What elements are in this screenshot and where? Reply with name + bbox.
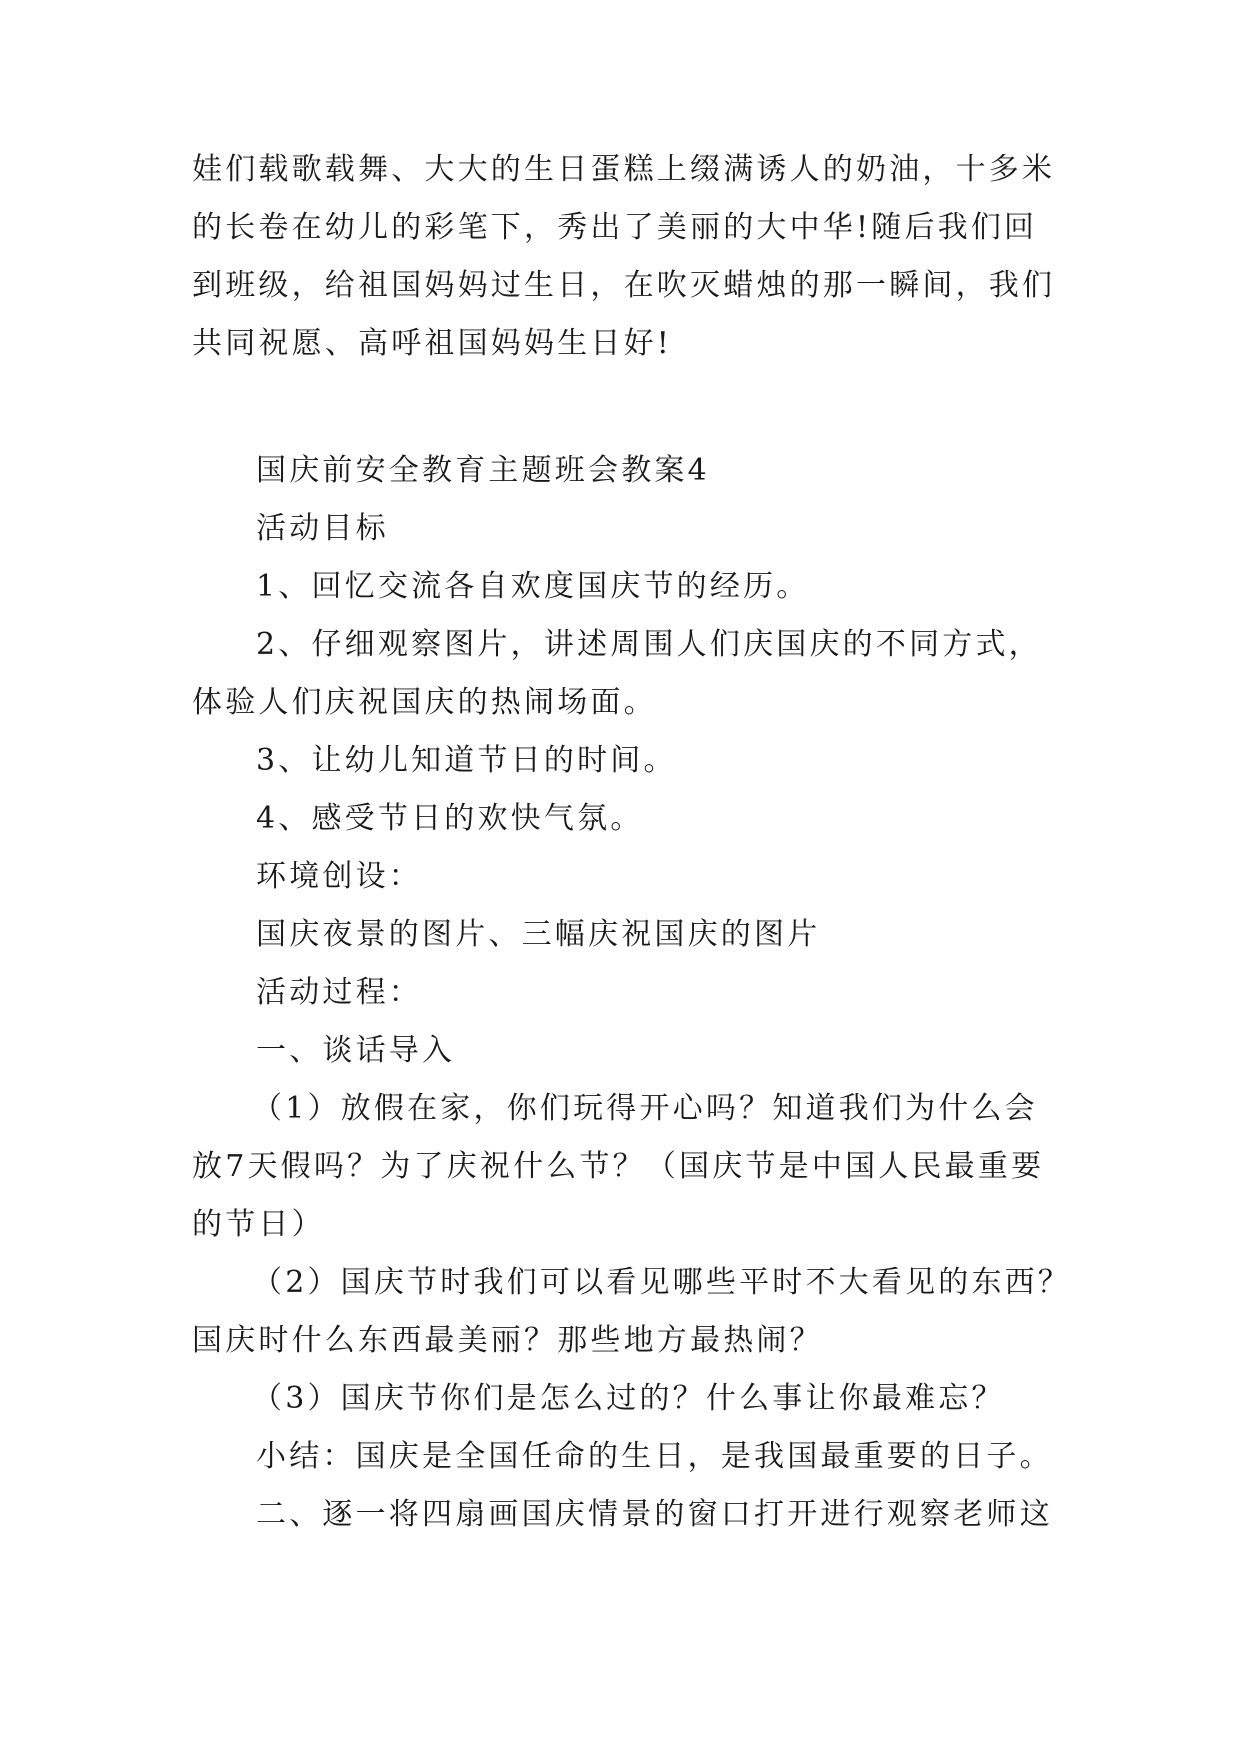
paragraph-line: 国庆时什么东西最美丽？那些地方最热闹？: [192, 1323, 823, 1358]
paragraph-line: 的长卷在幼儿的彩笔下，秀出了美丽的大中华!随后我们回: [192, 210, 1038, 245]
question-item: （1）放假在家，你们玩得开心吗？知道我们为什么会: [252, 1091, 1038, 1126]
list-item: 1、回忆交流各自欢度国庆节的经历。: [256, 569, 810, 604]
list-item: 2、仔细观察图片，讲述周围人们庆国庆的不同方式，: [256, 627, 1042, 662]
heading-activity-process: 活动过程：: [256, 975, 422, 1010]
heading-step-one: 一、谈话导入: [256, 1033, 456, 1068]
heading-activity-goals: 活动目标: [256, 511, 389, 546]
summary-line: 小结：国庆是全国任命的生日，是我国最重要的日子。: [256, 1439, 1053, 1474]
paragraph-line: 到班级，给祖国妈妈过生日，在吹灭蜡烛的那一瞬间，我们: [192, 268, 1056, 303]
paragraph-line: 的节日）: [192, 1207, 325, 1242]
paragraph-line: 体验人们庆祝国庆的热闹场面。: [192, 685, 657, 720]
paragraph-line: 放7天假吗？为了庆祝什么节？（国庆节是中国人民最重要: [192, 1149, 1045, 1184]
paragraph-line: 共同祝愿、高呼祖国妈妈生日好!: [192, 326, 673, 361]
paragraph-line: 娃们载歌载舞、大大的生日蛋糕上缀满诱人的奶油，十多米: [192, 152, 1056, 187]
question-item: （2）国庆节时我们可以看见哪些平时不大看见的东西？: [252, 1265, 1072, 1300]
question-item: （3）国庆节你们是怎么过的？什么事让你最难忘？: [252, 1381, 1005, 1416]
section-title: 国庆前安全教育主题班会教案4: [256, 453, 710, 488]
heading-step-two: 二、逐一将四扇画国庆情景的窗口打开进行观察老师这: [256, 1497, 1053, 1532]
heading-environment: 环境创设：: [256, 859, 422, 894]
list-item: 4、感受节日的欢快气氛。: [256, 801, 644, 836]
paragraph-line: 国庆夜景的图片、三幅庆祝国庆的图片: [256, 917, 821, 952]
list-item: 3、让幼儿知道节日的时间。: [256, 743, 677, 778]
